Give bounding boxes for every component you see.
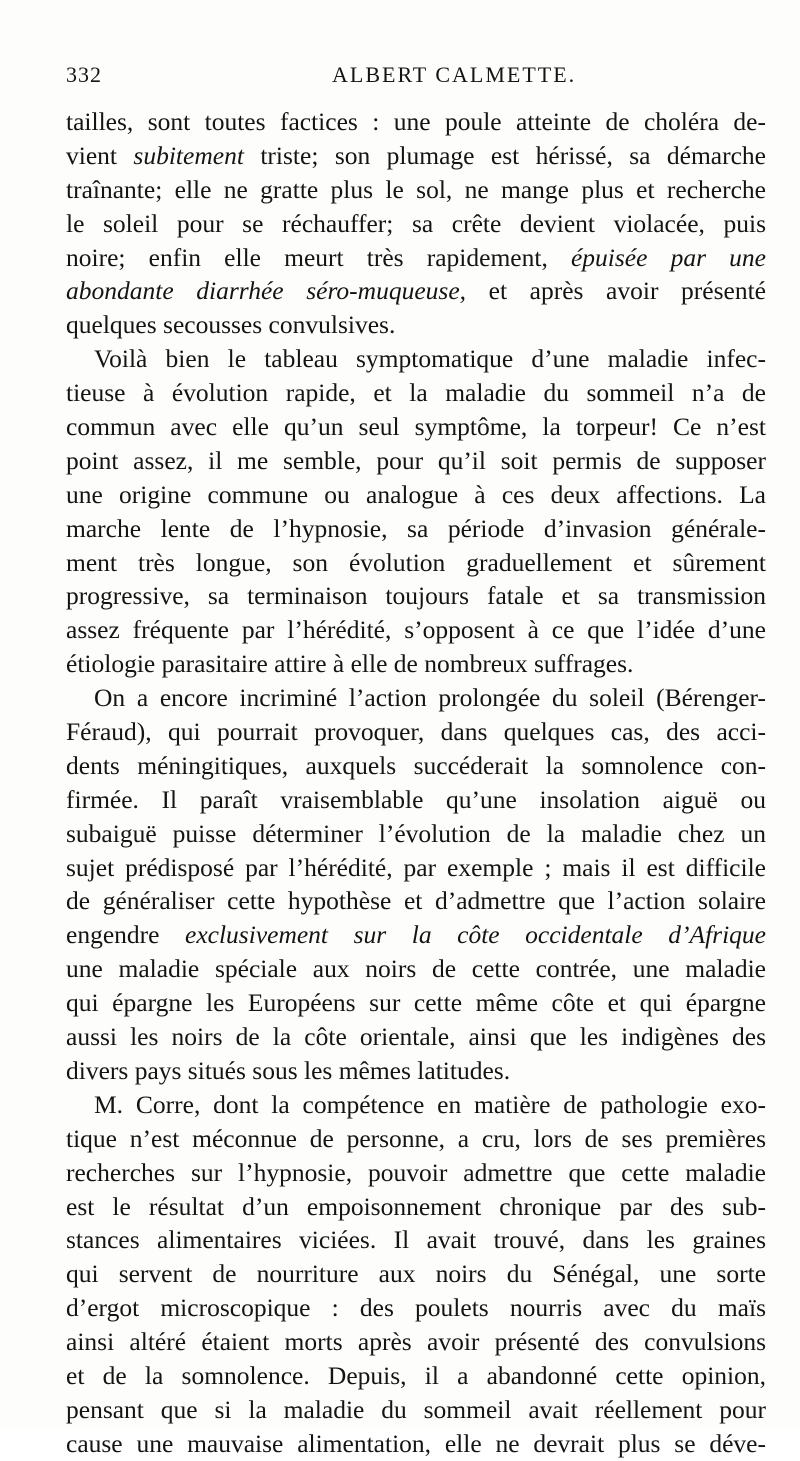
text-line (66, 613, 766, 647)
text-run: quelques secousses convulsives. (66, 310, 396, 340)
text-line (66, 308, 766, 342)
text-run: est le résultat d’un empoisonnement chronique par des sub- (66, 1191, 766, 1221)
text-run: de généraliser cette hypothèse et d’admettre que l’action solaire (66, 886, 766, 916)
text-run: engendre (66, 920, 186, 950)
text-run: Voilà bien le tableau symptomatique d’une maladie infec- (94, 344, 766, 374)
page-number: 332 (66, 62, 102, 87)
text-line (66, 986, 766, 1020)
text-run: vient (66, 140, 134, 170)
text-run: tique n’est méconnue de personne, a cru, lors de ses premières (66, 1123, 766, 1153)
text-run: étiologie parasitaire attire à elle de nombreux suffrages. (66, 649, 634, 679)
text-run: progressive, sa terminaison toujours fatale et sa transmission (66, 581, 766, 611)
text-run: triste; son plumage est hérissé, sa démarche (243, 140, 766, 170)
text-run: une maladie spéciale aux noirs de cette contrée, une maladie (66, 954, 766, 984)
text-run: tieuse à évolution rapide, et la maladie du sommeil n’a de (66, 378, 766, 408)
text-run: commun avec elle qu’un seul symptôme, la torpeur! Ce n’est (66, 412, 766, 442)
text-run: Féraud), qui pourrait provoquer, dans quelques cas, des acci- (66, 717, 766, 747)
text-line (66, 1291, 766, 1325)
text-line (66, 105, 766, 139)
text-line (66, 647, 766, 681)
text-line (66, 342, 766, 376)
text-line (66, 579, 766, 613)
text-line (66, 139, 766, 173)
text-line (66, 241, 766, 275)
text-run: le soleil pour se réchauffer; sa crête devient violacée, puis (66, 208, 766, 238)
text-line (66, 1190, 766, 1224)
running-head (66, 62, 766, 96)
text-run: noire; enfin elle meurt très rapidement, (66, 242, 571, 272)
text-run: tailles, sont toutes factices : une poule atteinte de choléra de- (66, 107, 766, 136)
text-run: dents méningitiques, auxquels succéderait la somnolence con- (66, 750, 766, 780)
text-line (66, 715, 766, 749)
text-run: subaiguë puisse déterminer l’évolution de la maladie chez un (66, 818, 766, 848)
text-line (66, 1325, 766, 1359)
text-line (66, 478, 766, 512)
text-line (66, 884, 766, 918)
text-line (66, 817, 766, 851)
text-run: ainsi altéré étaient morts après avoir présenté des convulsions (66, 1327, 766, 1357)
text-run: cause une mauvaise alimentation, elle ne devrait plus se déve- (66, 1428, 766, 1458)
text-run: traînante; elle ne gratte plus le sol, ne mange plus et recherche (66, 174, 766, 204)
text-run: divers pays situés sous les mêmes latitudes. (66, 1055, 511, 1085)
italic-run: épuisée par une (570, 242, 766, 272)
text-line (66, 851, 766, 885)
text-line (66, 1223, 766, 1257)
text-line (66, 1088, 766, 1122)
text-line (66, 783, 766, 817)
text-line (66, 410, 766, 444)
text-run: pensant que si la maladie du sommeil avait réellement pour (66, 1394, 766, 1424)
text-line (66, 1054, 766, 1088)
text-line (66, 1122, 766, 1156)
text-run: qui servent de nourriture aux noirs du Sénégal, une sorte (66, 1259, 766, 1289)
text-line (66, 681, 766, 715)
text-run: aussi les noirs de la côte orientale, ainsi que les indigènes des (66, 1022, 766, 1052)
text-run: qui épargne les Européens sur cette même côte et qui épargne (66, 988, 766, 1018)
text-line (66, 376, 766, 410)
italic-run: subitement (133, 140, 244, 170)
text-line (66, 274, 766, 308)
text-line (66, 1427, 766, 1461)
text-line (66, 173, 766, 207)
text-run: recherches sur l’hypnosie, pouvoir admettre que cette maladie (66, 1157, 766, 1187)
text-line (66, 1020, 766, 1054)
text-run: point assez, il me semble, pour qu’il soit permis de supposer (66, 445, 766, 475)
text-run: et de la somnolence. Depuis, il a abandonné cette opinion, (66, 1360, 766, 1390)
text-run: d’ergot microscopique : des poulets nourris avec du maïs (66, 1293, 766, 1323)
text-run: On a encore incriminé l’action prolongée du soleil (Bérenger- (94, 683, 766, 713)
text-line (66, 952, 766, 986)
text-line (66, 1257, 766, 1291)
text-line (66, 546, 766, 580)
text-line (66, 1359, 766, 1393)
text-run: marche lente de l’hypnosie, sa période d’invasion générale- (66, 513, 766, 543)
text-line (66, 749, 766, 783)
text-run: et après avoir présenté (466, 276, 766, 306)
text-line (66, 1393, 766, 1427)
text-run: M. Corre, dont la compétence en matière de pathologie exo- (94, 1089, 766, 1119)
text-run: ment très longue, son évolution graduellement et sûrement (66, 547, 766, 577)
text-line (66, 444, 766, 478)
text-run: firmée. Il paraît vraisemblable qu’une insolation aiguë ou (66, 784, 766, 814)
italic-run: abondante diarrhée séro-muqueuse, (66, 276, 467, 306)
text-line (66, 512, 766, 546)
running-title: ALBERT CALMETTE. (332, 62, 577, 87)
text-line (66, 918, 766, 952)
italic-run: exclusivement sur la côte occidentale d’Afrique (185, 920, 766, 950)
text-run: stances alimentaires viciées. Il avait trouvé, dans les graines (66, 1225, 766, 1255)
text-line (66, 207, 766, 241)
text-run: sujet prédisposé par l’hérédité, par exemple ; mais il est difficile (66, 852, 766, 882)
body-text (66, 105, 766, 1461)
text-line (66, 1156, 766, 1190)
text-run: une origine commune ou analogue à ces deux affections. La (66, 479, 766, 509)
text-run: assez fréquente par l’hérédité, s’opposent à ce que l’idée d’une (66, 615, 766, 645)
